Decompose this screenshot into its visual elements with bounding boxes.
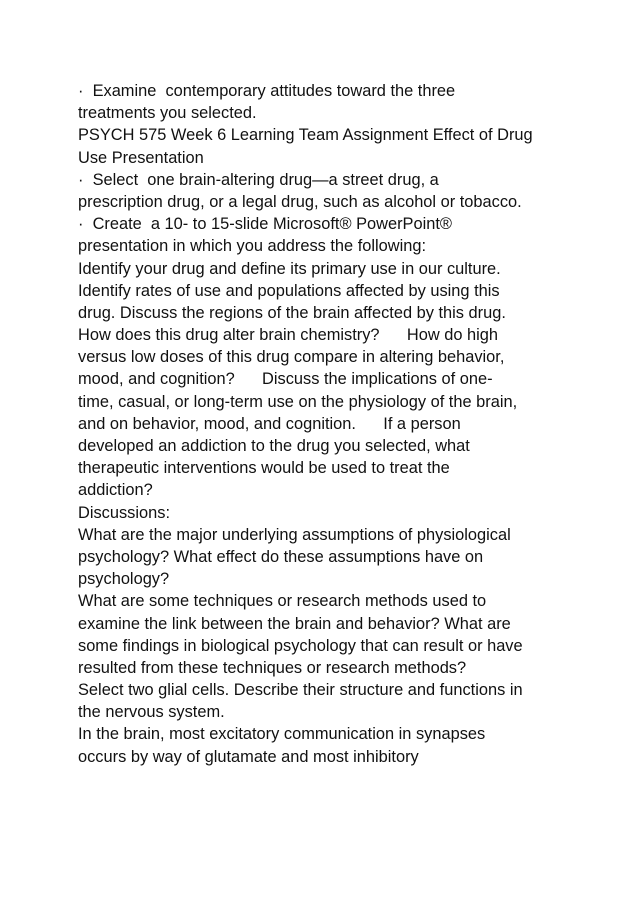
text-line: psychology? <box>78 570 170 589</box>
text-line: prescription drug, or a legal drug, such as alcohol or tobacco. <box>78 192 522 211</box>
text-line: addiction? <box>78 481 153 500</box>
text-line: therapeutic interventions would be used to treat the <box>78 459 450 478</box>
text-line: Discussions: <box>78 503 170 522</box>
text-line: What are the major underlying assumptions of physiological <box>78 525 511 544</box>
text-line: Identify your drug and define its primary use in our culture. <box>78 259 501 278</box>
text-line: PSYCH 575 Week 6 Learning Team Assignment Effect of Drug <box>78 126 533 145</box>
text-line: Select two glial cells. Describe their structure and functions in <box>78 681 523 700</box>
text-line: and on behavior, mood, and cognition. If a person <box>78 414 461 433</box>
text-line: examine the link between the brain and behavior? What are <box>78 614 511 633</box>
text-line: the nervous system. <box>78 703 225 722</box>
text-line: developed an addiction to the drug you selected, what <box>78 437 470 455</box>
text-line: · Create a 10- to 15-slide Microsoft® PowerPoint® <box>78 215 452 234</box>
text-line: mood, and cognition? Discuss the implications of one- <box>78 370 493 389</box>
text-line: presentation in which you address the following: <box>78 237 427 256</box>
text-line: · Examine contemporary attitudes toward the three <box>78 82 456 100</box>
text-line: resulted from these techniques or research methods? <box>78 658 467 677</box>
text-line: treatments you selected. <box>78 104 257 123</box>
text-line: some findings in biological psychology that can result or have <box>78 636 523 655</box>
text-line: Use Presentation <box>78 148 204 167</box>
text-line: What are some techniques or research methods used to <box>78 592 487 611</box>
text-line: How does this drug alter brain chemistry? How do high <box>78 326 498 345</box>
text-line: versus low doses of this drug compare in altering behavior, <box>78 348 505 367</box>
document-body <box>78 80 608 768</box>
text-line: Identify rates of use and populations affected by using this <box>78 281 500 300</box>
text-line: time, casual, or long-term use on the physiology of the brain, <box>78 392 518 411</box>
text-line: drug. Discuss the regions of the brain affected by this drug. <box>78 303 506 322</box>
text-line: · Select one brain-altering drug—a street drug, a <box>78 170 439 189</box>
text-line: In the brain, most excitatory communication in synapses <box>78 725 486 744</box>
text-line: psychology? What effect do these assumptions have on <box>78 547 484 566</box>
text-line: occurs by way of glutamate and most inhibitory <box>78 747 419 766</box>
